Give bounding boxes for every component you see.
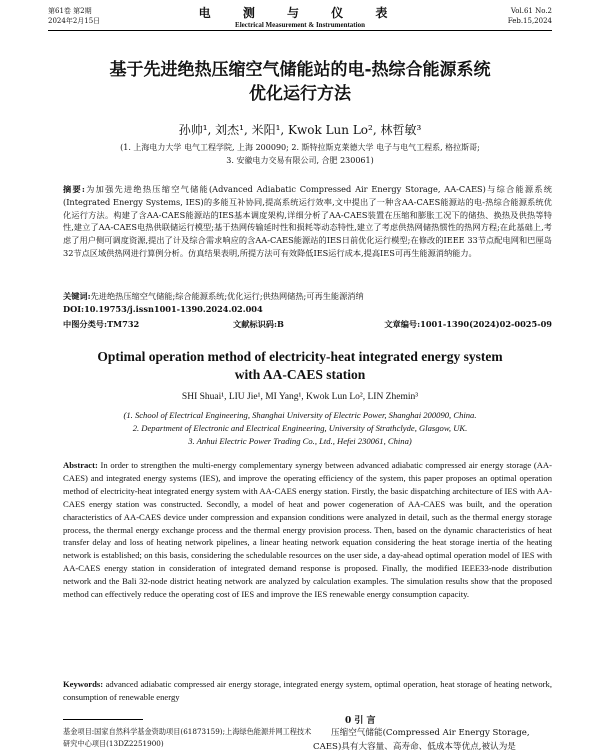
volume-en: Vol.61 No.2 [510,7,552,15]
cn-keywords-label: 关键词: [63,291,91,301]
en-keywords [63,678,552,704]
volume-cn: 第61卷 第2期 [48,7,92,15]
en-abstract-label: Abstract: [63,460,98,470]
cn-affiliation-1: (1. 上海电力大学 电气工程学院, 上海 200090; 2. 斯特拉斯克莱德大学 电子与电气工程系, 格拉斯哥; [120,143,480,152]
cn-abstract-text: 为加强先进绝热压缩空气储能(Advanced Adiabatic Compressed Air Energy Storage, AA-CAES)与综合能源系统(Integrated Energy Systems, IES)的多能互补协同,提高系统运行效率,文中提出了一种含AA-CAES能源站的电-热综合能源系统优化运行方法。构建了含AA-CAES能源站的IES基本调度架构,详细分析了AA-CAES装置在压缩和膨胀工况下的储热、换热及供热等特性,建立了AA-CAES电热供联储运行模型;基于热网传输延时性和损耗等动态特性,建立了考虑供热网储热惯性的热网方程;在此基础上,考虑了用户侧可调度资源,提出了计及综合需求响应的含AA-CAES能源站的IES日前优化运行模型;在修改的IEEE 33节点配电网和巴厘岛32节点区域供热网进行算例分析。仿真结果表明,所提方法可有效降低IES运行成本,提高IES可再生能源消纳能力。 [63,184,552,258]
date-cn: 2024年2月15日 [48,17,101,25]
clc-number: 中图分类号:TM732 [63,319,140,329]
en-title-line1: Optimal operation method of electricity-heat integrated energy system [97,349,503,364]
intro-heading: 0 引 言 [345,716,376,726]
running-header [48,4,552,30]
en-affiliations [40,409,560,448]
en-title-line2: with AA-CAES station [234,367,366,382]
en-affiliation-1: (1. School of Electrical Engineering, Shanghai University of Electric Power, Shanghai 200090, China. [123,410,477,420]
cn-keywords [63,290,552,303]
en-abstract-text: In order to strengthen the multi-energy complementary synergy between advanced adiabatic compressed air energy storage (AA-CAES) and integrated energy systems (IES), and improve the operating efficiency of the system, this paper proposes an optimal operation method of electricity-heat integrated energy system with AA-CAES energy station. Firstly, the basic dispatching architecture of IES with AA-CAES energy station was constructed. Secondly, a model of heat and power cogeneration of AA-CAES was built, and the operation characteristics of AA-CAES device under compression and expansion conditions were analyzed in detail, such as the thermal energy storage process, the thermal energy exchange process and the thermal energy provision process. Then, based on the dynamic characteristics of heat transfer delay and loss of heating network pipelines, a linear heating network equation considering the heat storage inertia of the heating network is established; on this basis, considering the schedulable resources on the user side, a day-ahead optimal operation model of IES with AA-CAES energy station in consideration of integrated demand response is proposed. Finally, the modified IEEE33-node distribution network and the Bali 32-node district heating network are analyzed by calculation examples. The simulation results show that the proposed method can effectively reduce the operating cost of IES and improve the IES renewable energy consumption capacity. [63,460,552,600]
en-keywords-label: Keywords: [63,679,104,689]
fund-footnote: 基金项目:国家自然科学基金资助项目(61873159);上海绿色能源并网工程技术研究中心项目(13DZ2251900) [63,727,312,748]
journal-name-cn: 电 测 与 仪 表 [198,6,402,20]
journal-name-en: Electrical Measurement & Instrumentation [235,21,365,29]
cn-doi: DOI:10.19753/j.issn1001-1390.2024.02.004 [63,304,263,314]
article-number: 文章编号:1001-1390(2024)02-0025-09 [384,319,552,329]
en-affiliation-2: 2. Department of Electronic and Electrical Engineering, University of Strathclyde, Glasgow, UK. [132,423,468,433]
cn-affiliation-2: 3. 安徽电力交易有限公司, 合肥 230061) [226,156,374,165]
cn-title [40,58,560,106]
cn-title-line1: 基于先进绝热压缩空气储能站的电-热综合能源系统 [109,60,491,80]
en-title [40,348,560,384]
header-center [48,4,552,29]
intro-paragraph: 压缩空气储能(Compressed Air Energy Storage, CAES)具有大容量、高寿命、低成本等优点,被认为是 [313,728,530,752]
header-rule [48,30,552,31]
date-en: Feb.15,2024 [507,17,552,25]
en-affiliation-3: 3. Anhui Electric Power Trading Co., Ltd., Hefei 230061, China) [188,436,412,446]
cn-abstract [63,183,552,260]
cn-keywords-text: 先进绝热压缩空气储能;综合能源系统;优化运行;供热网储热;可再生能源消纳 [90,291,364,301]
en-keywords-text: advanced adiabatic compressed air energy storage, integrated energy system, optimal operation, heat storage of heating network, consumption of renewable energy [63,679,552,702]
cn-affiliations [40,141,560,167]
header-right [508,6,552,26]
footnote-rule [63,719,143,720]
cn-authors: 孙帅¹, 刘杰¹, 米阳¹, Kwok Lun Lo², 林哲敏³ [178,123,422,137]
en-authors: SHI Shuai¹, LIU Jie¹, MI Yang¹, Kwok Lun Lo², LIN Zhemin³ [181,392,419,402]
cn-title-line2: 优化运行方法 [249,84,351,104]
document-code: 文献标识码:B [233,319,284,329]
en-abstract [63,459,552,601]
cn-abstract-label: 摘要: [63,184,85,194]
